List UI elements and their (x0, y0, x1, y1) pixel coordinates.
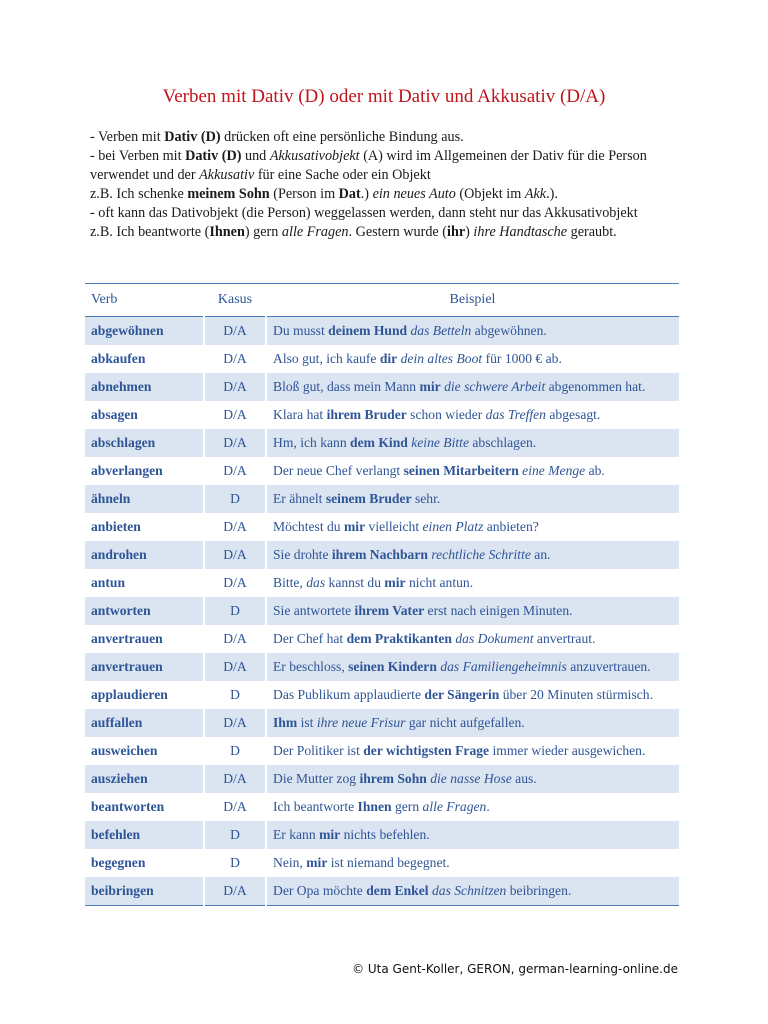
verb-cell: ausweichen (91, 743, 158, 758)
intro-line (90, 204, 690, 223)
verb-table (85, 283, 679, 906)
beispiel-cell (266, 457, 679, 485)
table-row (85, 709, 679, 737)
table.rows.15.ex-run: der wichtigsten Frage (363, 743, 490, 758)
table.rows.9.ex-run: das (306, 575, 326, 590)
verb-cell: ausziehen (85, 765, 204, 793)
table.rows.7.ex-run: einen Platz (422, 519, 484, 534)
intro.4-run: ihre Handtasche (473, 224, 568, 240)
verb-cell: abschlagen (85, 429, 204, 457)
beispiel-cell (266, 513, 679, 541)
beispiel-cell (266, 317, 679, 346)
beispiel-cell (266, 569, 679, 597)
beispiel-cell (266, 597, 679, 625)
verb-cell: ähneln (85, 485, 204, 513)
table.rows.18.ex-run: mir (319, 827, 341, 842)
verb-cell: abgewöhnen (85, 317, 204, 346)
intro.4-run: ) (465, 224, 474, 240)
header-verb: Verb (85, 284, 204, 317)
beispiel-cell (266, 373, 679, 401)
beispiel-cell (266, 793, 679, 821)
table-row (85, 625, 679, 653)
table.rows.9.ex-run: nicht antun. (405, 575, 474, 590)
table-row (85, 681, 679, 709)
intro.2-run: z.B. Ich schenke (90, 186, 188, 202)
table.rows.9.ex-run: mir (384, 575, 406, 590)
intro.2-run: ein neues Auto (372, 186, 456, 202)
verb-cell: auffallen (85, 709, 204, 737)
intro-line (90, 128, 690, 147)
verb-cell: anbieten (91, 519, 141, 534)
beispiel-cell (266, 737, 679, 765)
table.rows.3.ex-run: das Treffen (485, 407, 546, 422)
table-row (85, 513, 679, 541)
beispiel-cell (266, 681, 679, 709)
table.rows.1.ex-run: Also gut, ich kaufe (273, 351, 380, 366)
table.rows.8.ex-run: ihrem Nachbarn (331, 547, 428, 562)
table.rows.20.ex-run: beibringen. (506, 883, 572, 898)
table.rows.12.ex-run: anzuvertrauen. (566, 659, 651, 674)
kasus-cell: D/A (204, 653, 266, 681)
copyright-footer: © Uta Gent-Koller, GERON, german-learning-online.de (352, 962, 678, 976)
table.rows.17.ex-run: gern (391, 799, 423, 814)
intro.1-run: und (241, 148, 270, 164)
table.rows.9.ex-run: kannst du (325, 575, 385, 590)
kasus-cell: D/A (204, 401, 266, 429)
table.rows.7.ex-run: anbieten? (483, 519, 539, 534)
verb-cell: absagen (91, 407, 138, 422)
table.rows.18.ex-run: nichts befehlen. (340, 827, 430, 842)
table.rows.0.ex-run: Du musst (273, 323, 329, 338)
table.rows.13.ex-run: Das Publikum applaudierte (273, 687, 425, 702)
beispiel-cell (266, 625, 679, 653)
beispiel-cell (266, 821, 679, 849)
kasus-cell: D/A (204, 765, 266, 793)
table.rows.7.ex-run: mir (343, 519, 366, 534)
verb-cell: antun (91, 575, 126, 590)
table.rows.10.ex-run: ihrem Vater (354, 603, 425, 618)
table.rows.17.ex-run: alle Fragen (422, 799, 487, 814)
table.rows.1.ex-run: dir (379, 351, 398, 366)
table-row (85, 401, 679, 429)
table-row (85, 373, 679, 401)
table-row (85, 485, 679, 513)
kasus-cell: D (204, 821, 266, 849)
table.rows.5.ex-run: Der neue Chef verlangt (273, 463, 404, 478)
table.rows.12.ex-run: Er beschloss, (273, 659, 349, 674)
table.rows.11.ex-run: anvertraut. (533, 631, 596, 646)
kasus-cell: D (204, 485, 266, 513)
page-title: Verben mit Dativ (D) oder mit Dativ und Akkusativ (D/A) (162, 86, 606, 107)
intro.1-run: Akkusativ (199, 167, 255, 183)
intro.1-run: Dativ (D) (185, 148, 242, 164)
table.rows.3.ex-run: abgesagt. (545, 407, 601, 422)
intro.4-run: z.B. Ich beantworte ( (90, 224, 210, 240)
intro.2-run: (Objekt im (455, 186, 525, 202)
table-row (85, 541, 679, 569)
table.rows.16.ex-run: ihrem Sohn (359, 771, 427, 786)
table.rows.4.ex-run: dem Kind (350, 435, 408, 450)
table.rows.19.ex-run: Nein, (273, 855, 307, 870)
beispiel-cell (266, 345, 679, 373)
table.rows.6.ex-run: sehr. (411, 491, 441, 506)
table.rows.10.ex-run: Sie antwortete (273, 603, 355, 618)
beispiel-cell (266, 765, 679, 793)
kasus-cell: D/A (204, 709, 266, 737)
intro-line (90, 185, 690, 204)
intro.2-run: meinem Sohn (187, 186, 270, 202)
intro.2-run: .) (360, 186, 373, 202)
table-row (85, 653, 679, 681)
kasus-cell: D (204, 597, 266, 625)
table.rows.5.ex-run: eine Menge (522, 463, 586, 478)
header-kasus: Kasus (204, 284, 266, 317)
table-row (85, 793, 679, 821)
table.rows.14.ex-run: gar nicht aufgefallen. (405, 715, 525, 730)
intro.4-run: Ihnen (209, 224, 245, 240)
intro.2-run: (Person im (269, 186, 339, 202)
table.rows.1.ex-run: für 1000 € ab. (482, 351, 562, 366)
beispiel-cell (266, 849, 679, 877)
table.rows.3.ex-run: ihrem Bruder (326, 407, 407, 422)
table.rows.19.ex-run: ist niemand begegnet. (327, 855, 450, 870)
beispiel-cell (266, 485, 679, 513)
verb-cell: abnehmen (85, 373, 204, 401)
table-row (85, 457, 679, 485)
intro.4-run: ihr (447, 224, 466, 240)
table-row (85, 821, 679, 849)
kasus-cell: D/A (204, 513, 266, 541)
beispiel-cell (266, 653, 679, 681)
intro.0-run: Dativ (D) (164, 129, 221, 145)
table.rows.10.ex-run: erst nach einigen Minuten. (424, 603, 573, 618)
table.rows.11.ex-run: dem Praktikanten (346, 631, 452, 646)
table-header-row (85, 284, 679, 317)
table-row (85, 597, 679, 625)
header-beispiel: Beispiel (266, 284, 679, 317)
table.rows.5.ex-run: ab. (585, 463, 605, 478)
intro.4-run: geraubt. (567, 224, 617, 240)
table.rows.8.ex-run: an. (530, 547, 551, 562)
beispiel-cell (266, 429, 679, 457)
kasus-cell: D/A (204, 541, 266, 569)
intro-line (90, 147, 690, 185)
table.rows.3.ex-run: schon wieder (406, 407, 486, 422)
verb-cell: abkaufen (91, 351, 146, 366)
table.rows.20.ex-run: Der Opa möchte (273, 883, 367, 898)
beispiel-cell (266, 541, 679, 569)
intro.2-run: Akk (524, 186, 547, 202)
intro.4-run: . Gestern wurde ( (348, 224, 447, 240)
intro.4-run: ) gern (244, 224, 282, 240)
intro.0-run: - Verben mit (90, 129, 165, 145)
table.rows.11.ex-run: Der Chef hat (273, 631, 347, 646)
table.rows.8.ex-run: rechtliche Schritte (431, 547, 531, 562)
table.rows.19.ex-run: mir (306, 855, 328, 870)
beispiel-cell (266, 401, 679, 429)
table.rows.16.ex-run: aus. (511, 771, 537, 786)
table.rows.2.ex-run: abgenommen hat. (545, 379, 646, 394)
table-row (85, 345, 679, 373)
intro-text (90, 128, 690, 242)
table.rows.8.ex-run: Sie drohte (273, 547, 332, 562)
table.rows.7.ex-run: Möchtest du (273, 519, 344, 534)
table-row (85, 877, 679, 906)
kasus-cell: D/A (204, 373, 266, 401)
table.rows.3.ex-run: Klara hat (273, 407, 327, 422)
intro-line (90, 223, 690, 242)
table.rows.4.ex-run: Hm, ich kann (273, 435, 351, 450)
table.rows.4.ex-run: abschlagen. (468, 435, 537, 450)
table.rows.16.ex-run: die nasse Hose (430, 771, 512, 786)
table.rows.0.ex-run: deinem Hund (328, 323, 408, 338)
table.rows.17.ex-run: Ich beantworte (273, 799, 358, 814)
verb-cell: begegnen (91, 855, 146, 870)
kasus-cell: D (204, 849, 266, 877)
verb-cell: anvertrauen (85, 653, 204, 681)
table.rows.14.ex-run: Ihm (273, 715, 298, 730)
intro.1-run: (A) wird im Allgemeinen der Dativ für die Person verwendet und der (90, 148, 647, 183)
verb-cell: abverlangen (91, 463, 163, 478)
table.rows.12.ex-run: das Familiengeheimnis (440, 659, 567, 674)
table.rows.20.ex-run: dem Enkel (366, 883, 429, 898)
verb-cell: beibringen (85, 877, 204, 906)
kasus-cell: D/A (204, 793, 266, 821)
verb-cell: anvertrauen (91, 631, 163, 646)
table-row (85, 849, 679, 877)
kasus-cell: D/A (204, 345, 266, 373)
table.rows.0.ex-run: abgewöhnen. (471, 323, 547, 338)
table.rows.17.ex-run: Ihnen (357, 799, 392, 814)
table.rows.5.ex-run: seinen Mitarbeitern (403, 463, 519, 478)
table.rows.4.ex-run: keine Bitte (411, 435, 469, 450)
verb-cell: beantworten (91, 799, 165, 814)
kasus-cell: D/A (204, 429, 266, 457)
table.rows.18.ex-run: Er kann (273, 827, 320, 842)
intro.2-run: Dat (338, 186, 361, 202)
verb-cell: androhen (85, 541, 204, 569)
intro.1-run: für eine Sache oder ein Objekt (254, 167, 431, 183)
intro.1-run: - bei Verben mit (90, 148, 186, 164)
table.rows.16.ex-run: Die Mutter zog (273, 771, 360, 786)
table.rows.17.ex-run: . (486, 799, 490, 814)
table.rows.1.ex-run: dein altes Boot (400, 351, 483, 366)
intro.2-run: .). (546, 186, 558, 202)
table.rows.2.ex-run: Bloß gut, dass mein Mann (273, 379, 420, 394)
intro.0-run: drücken oft eine persönliche Bindung aus. (220, 129, 464, 145)
table-row (85, 317, 679, 346)
intro.3-run: - oft kann das Dativobjekt (die Person) weggelassen werden, dann steht nur das Akkusativobjekt (90, 205, 638, 221)
table.rows.15.ex-run: Der Politiker ist (273, 743, 364, 758)
table.rows.2.ex-run: die schwere Arbeit (444, 379, 546, 394)
table.rows.2.ex-run: mir (419, 379, 441, 394)
table.rows.6.ex-run: Er ähnelt (273, 491, 326, 506)
table.rows.20.ex-run: das Schnitzen (431, 883, 507, 898)
table.rows.6.ex-run: seinem Bruder (325, 491, 412, 506)
table.rows.15.ex-run: immer wieder ausgewichen. (489, 743, 646, 758)
table.rows.14.ex-run: ihre neue Frisur (316, 715, 406, 730)
verb-cell: antworten (85, 597, 204, 625)
kasus-cell: D/A (204, 569, 266, 597)
kasus-cell: D (204, 681, 266, 709)
kasus-cell: D/A (204, 877, 266, 906)
table-row (85, 429, 679, 457)
verb-cell: befehlen (85, 821, 204, 849)
beispiel-cell (266, 877, 679, 906)
table.rows.13.ex-run: der Sängerin (424, 687, 500, 702)
table.rows.9.ex-run: Bitte, (273, 575, 307, 590)
table.rows.13.ex-run: über 20 Minuten stürmisch. (499, 687, 653, 702)
table.rows.14.ex-run: ist (297, 715, 317, 730)
kasus-cell: D/A (204, 317, 266, 346)
verb-cell: applaudieren (91, 687, 168, 702)
kasus-cell: D (204, 737, 266, 765)
table.rows.0.ex-run: das Betteln (410, 323, 472, 338)
table-row (85, 765, 679, 793)
table.rows.12.ex-run: seinen Kindern (348, 659, 437, 674)
table.rows.11.ex-run: das Dokument (455, 631, 534, 646)
kasus-cell: D/A (204, 625, 266, 653)
table-row (85, 569, 679, 597)
kasus-cell: D/A (204, 457, 266, 485)
intro.1-run: Akkusativobjekt (269, 148, 360, 164)
table-row (85, 737, 679, 765)
intro.4-run: alle Fragen (281, 224, 349, 240)
table.rows.7.ex-run: vielleicht (365, 519, 423, 534)
beispiel-cell (266, 709, 679, 737)
